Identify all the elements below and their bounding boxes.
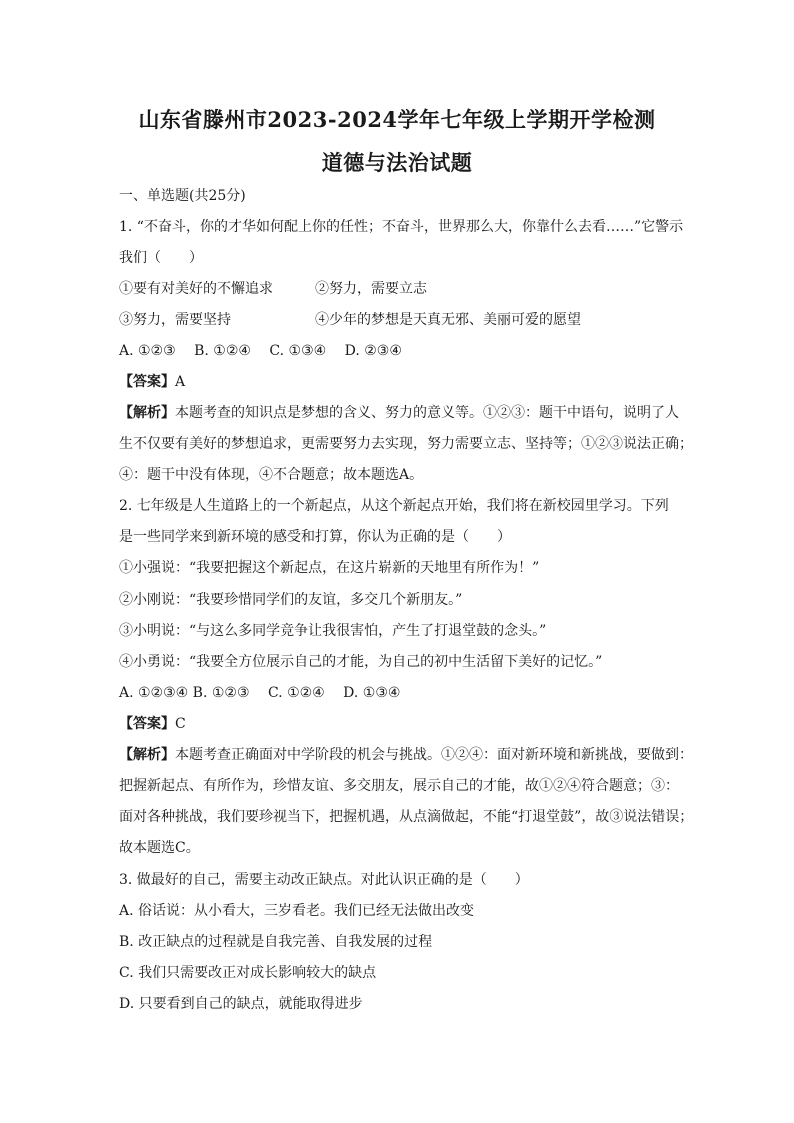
q1-stem-line2: 我们（ ）	[119, 250, 203, 266]
q3-option-b: B. 改正缺点的过程就是自我完善、自我发展的过程	[119, 934, 433, 950]
q2-item4: ④小勇说：“我要全方位展示自己的才能，为自己的初中生活留下美好的记忆。”	[119, 654, 603, 670]
q1-item1: ①要有对美好的不懈追求	[119, 281, 273, 297]
q2-analysis-line1	[119, 745, 693, 765]
q1-answer-tag: 【答案】	[119, 374, 175, 390]
q2-options: A. ①②③④ B. ①②③ C. ①②④ D. ①③④	[119, 685, 401, 701]
q2-item3: ③小明说：“与这么多同学竞争让我很害怕，产生了打退堂鼓的念头。”	[119, 623, 547, 639]
q1-item2: ②努力，需要立志	[315, 281, 427, 297]
q1-options: A. ①②③ B. ①②④ C. ①③④ D. ②③④	[119, 343, 402, 359]
q1-answer	[119, 372, 679, 392]
q1-item4: ④少年的梦想是天真无邪、美丽可爱的愿望	[315, 312, 581, 328]
q1-items-row1	[119, 279, 427, 299]
q2-stem-line2: 是一些同学来到新环境的感受和打算，你认为正确的是（ ）	[119, 529, 511, 545]
exam-title: 山东省滕州市2023-2024学年七年级上学期开学检测	[138, 107, 656, 132]
q1-stem-line1: 1. “不奋斗，你的才华如何配上你的任性；不奋斗，世界那么大，你靠什么去看……”它警示	[119, 219, 684, 235]
q1-analysis-line3: ④：题干中没有体现，④不合题意；故本题选A。	[119, 467, 424, 483]
q2-analysis-text1: 本题考查正确面对中学阶段的机会与挑战。①②④：面对新环境和新挑战，要做到：	[175, 747, 693, 763]
q3-option-a: A. 俗话说：从小看大，三岁看老。我们已经无法做出改变	[119, 903, 475, 919]
q3-option-d: D. 只要看到自己的缺点，就能取得进步	[119, 996, 363, 1012]
q2-analysis-line3: 面对各种挑战，我们要珍视当下，把握机遇，从点滴做起，不能“打退堂鼓”，故③说法错误；	[119, 809, 694, 825]
q2-answer	[119, 714, 679, 734]
exam-subtitle: 道德与法治试题	[321, 150, 473, 175]
q1-analysis-tag: 【解析】	[119, 405, 175, 421]
q2-answer-value: C	[175, 716, 186, 732]
q3-stem-line1: 3. 做最好的自己，需要主动改正缺点。对此认识正确的是（ ）	[119, 872, 529, 888]
q2-analysis-tag: 【解析】	[119, 747, 175, 763]
q1-analysis-line2: 生不仅要有美好的梦想追求，更需要努力去实现，努力需要立志、坚持等；①②③说法正确；	[119, 436, 693, 452]
q1-analysis-text1: 本题考查的知识点是梦想的含义、努力的意义等。①②③：题干中语句，说明了人	[175, 405, 679, 421]
q2-analysis-line4: 故本题选C。	[119, 840, 200, 856]
q2-answer-tag: 【答案】	[119, 716, 175, 732]
q2-analysis-line2: 把握新起点、有所作为，珍惜友谊、多交朋友，展示自己的才能，故①②④符合题意；③：	[119, 778, 679, 794]
q2-item1: ①小强说：“我要把握这个新起点，在这片崭新的天地里有所作为！”	[119, 560, 540, 576]
q1-item3: ③努力，需要坚持	[119, 312, 231, 328]
q1-answer-value: A	[175, 374, 186, 390]
q1-items-row2	[119, 310, 581, 330]
q2-stem-line1: 2. 七年级是人生道路上的一个新起点，从这个新起点开始，我们将在新校园里学习。下列	[119, 498, 669, 514]
q2-item2: ②小刚说：“我要珍惜同学们的友谊，多交几个新朋友。”	[119, 592, 463, 608]
q1-analysis-line1	[119, 403, 679, 423]
section-heading: 一、单选题(共25分)	[119, 188, 246, 204]
q3-option-c: C. 我们只需要改正对成长影响较大的缺点	[119, 965, 377, 981]
